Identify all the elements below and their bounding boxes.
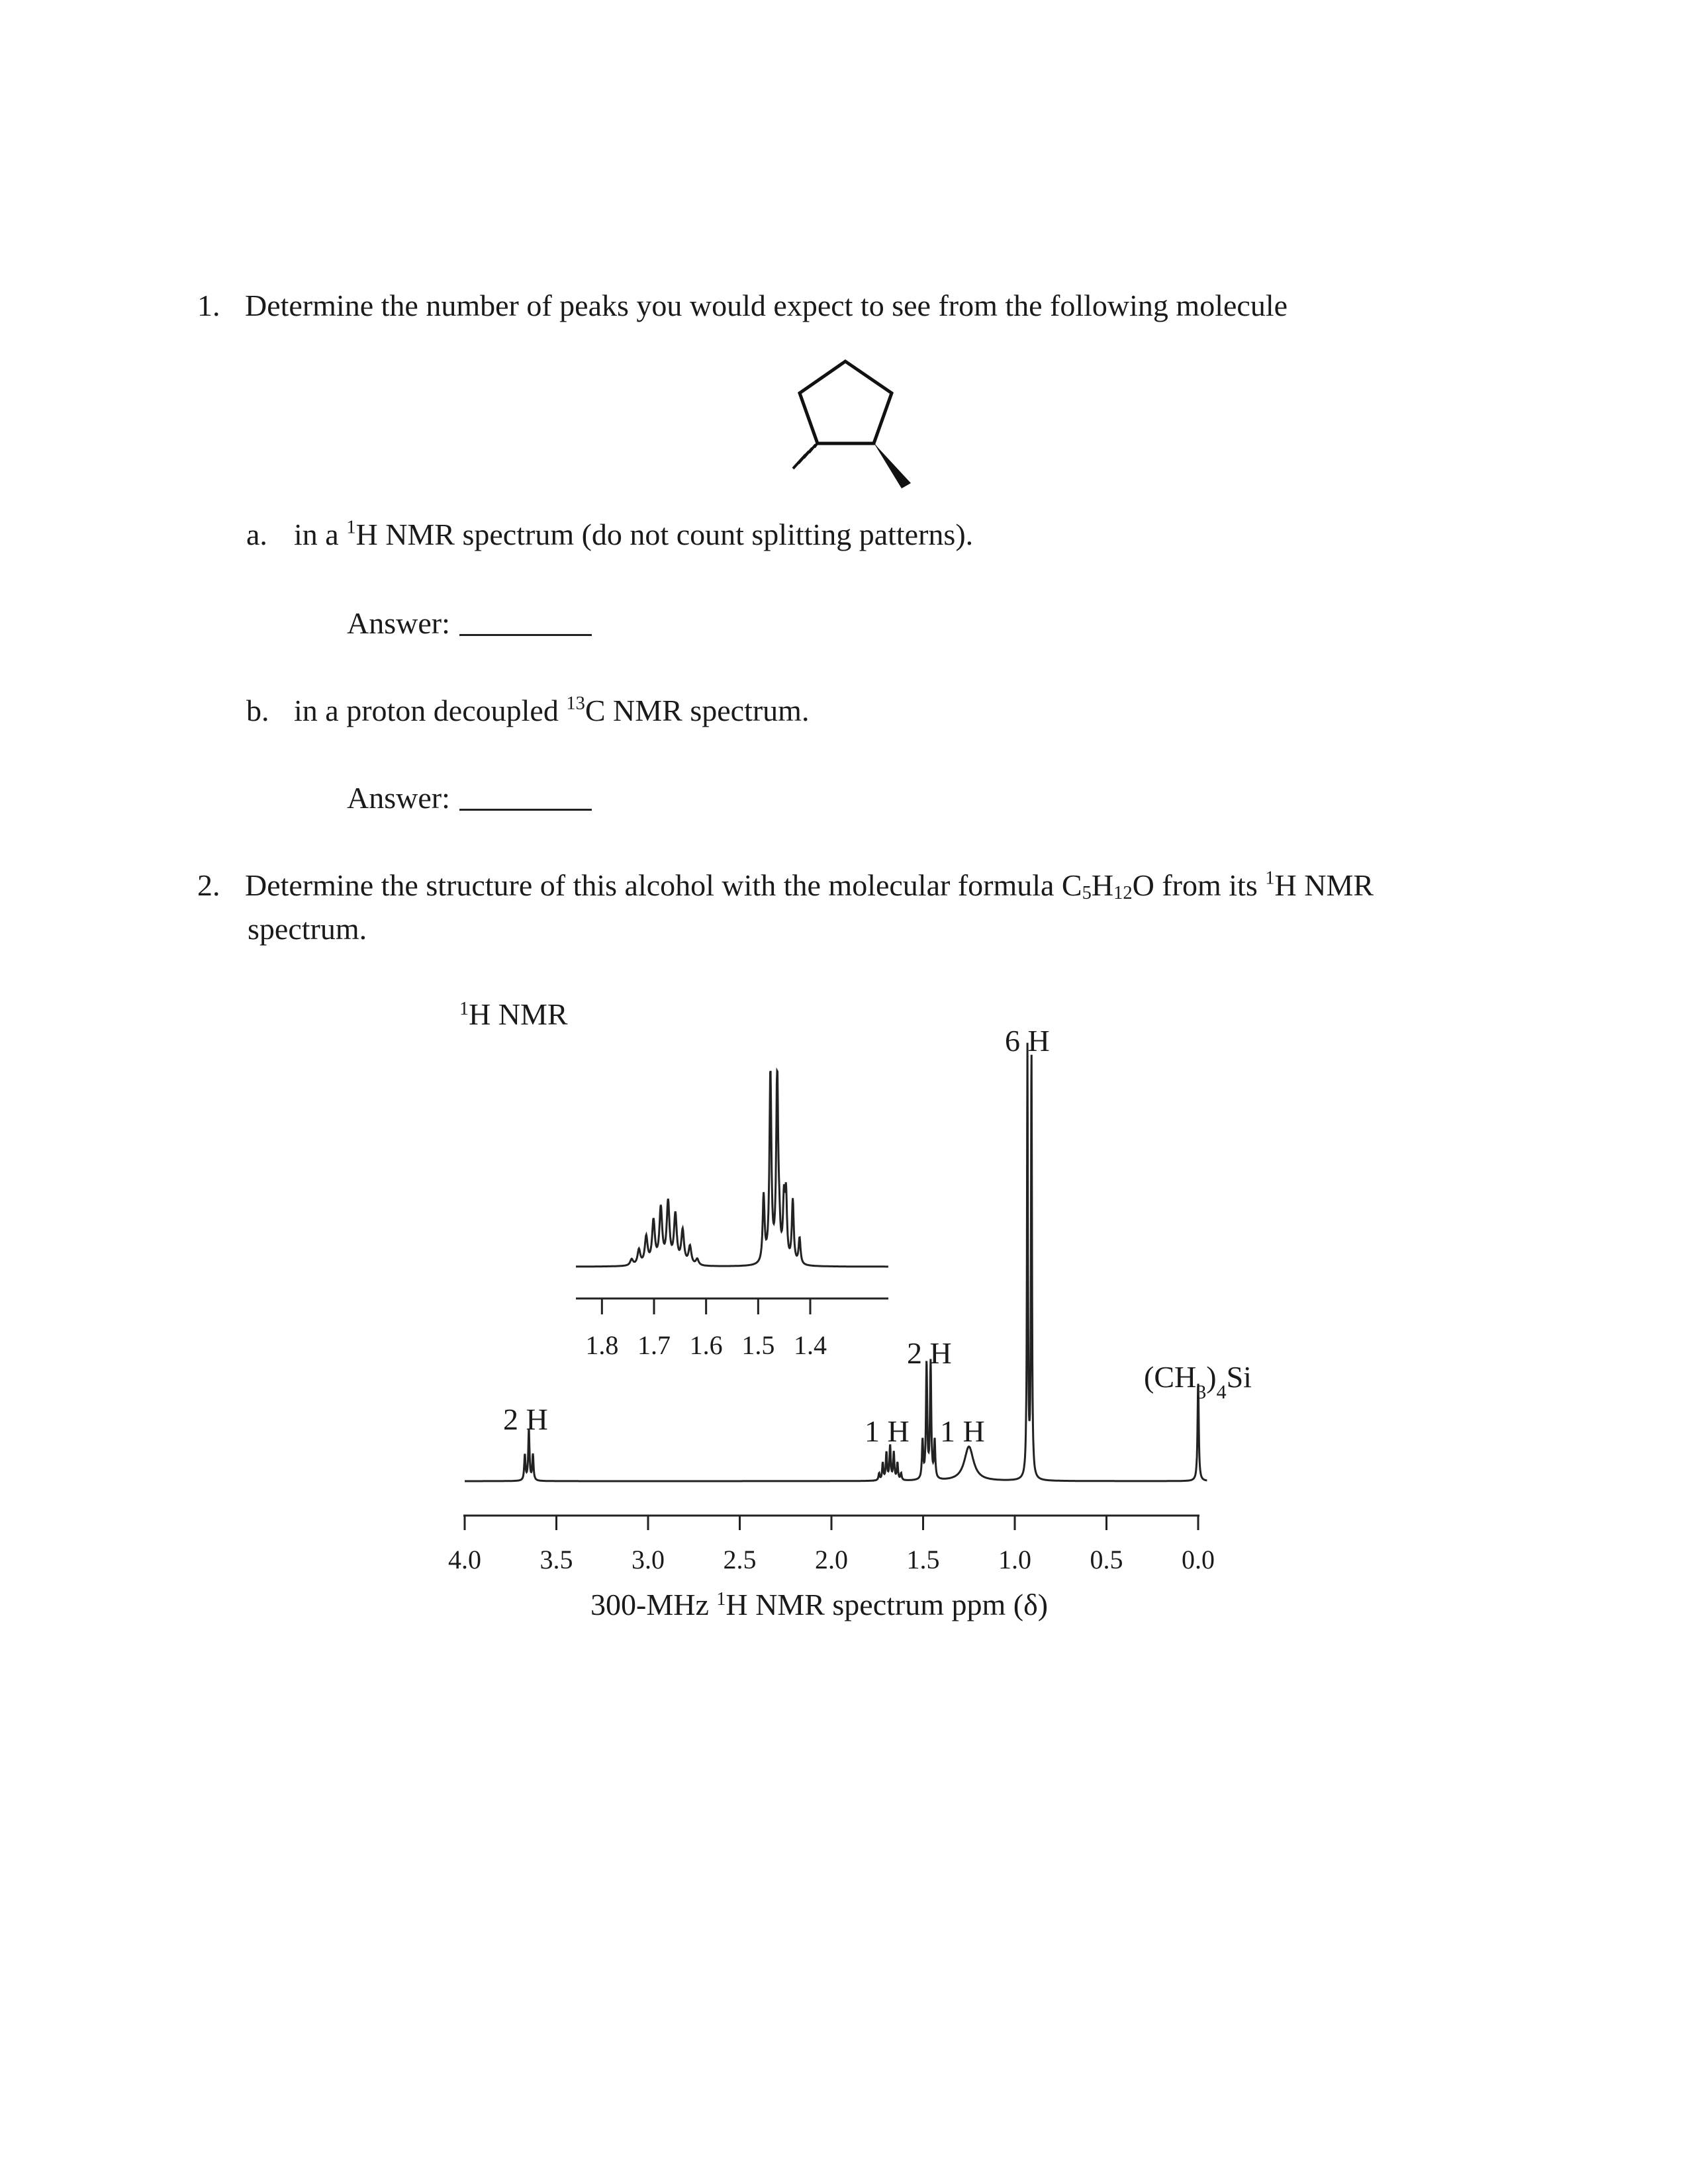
answer-label: Answer: [347,781,450,815]
question-text: Determine the number of peaks you would expect to see from the following molecule [245,289,1288,322]
question-text-post: H NMR [1274,868,1374,902]
x-tick-label: 0.5 [1090,1545,1123,1574]
superscript: 1 [1265,868,1275,889]
x-tick-label: 0.0 [1182,1545,1215,1574]
answer-label: Answer: [347,606,450,640]
x-tick-label: 3.5 [539,1545,573,1574]
integration-label-2h: 2 H [907,1336,952,1370]
question-text-pre: Determine the structure of this alcohol with the molecular formula C [245,868,1082,902]
x-tick-label: 2.0 [815,1545,848,1574]
part-letter: a. [246,518,267,551]
reference-label: $(CH_3)_4Si$ [1144,1360,1252,1403]
part-text-post: H NMR spectrum (do not count splitting patterns). [355,518,974,551]
subscript: 12 [1113,883,1133,904]
question-2-line2: spectrum. [248,912,367,946]
question-number: 2. [197,868,220,902]
inset-x-tick-label: 1.8 [585,1330,619,1360]
question-text-mid: H [1091,868,1114,902]
part-text-pre: in a [294,518,347,551]
inset-trace [576,1071,888,1267]
subscript: 5 [1082,883,1092,904]
part-text-pre: in a proton decoupled [294,694,567,727]
part-letter: b. [246,694,269,727]
x-tick-label: 2.5 [723,1545,757,1574]
x-tick-label: 3.0 [632,1545,665,1574]
integration-label-6h: 6 H [1005,1024,1050,1058]
inset-x-tick-label: 1.6 [689,1330,723,1360]
inset-spectrum [576,1071,888,1360]
x-tick-label: 1.5 [906,1545,940,1574]
inset-x-tick-label: 1.7 [637,1330,671,1360]
chart-title: $^1$H NMR [459,997,568,1031]
superscript: 13 [566,693,585,714]
integration-label-1h: 1 H [865,1414,910,1448]
question-text-mid: O from its [1132,868,1266,902]
x-tick-label: 4.0 [448,1545,481,1574]
integration-label-2h-oh-ch2: 2 H [503,1402,548,1436]
integration-label-1h-oh: 1 H [940,1414,985,1448]
question-number: 1. [197,289,220,322]
x-axis-label: 300-MHz $^1$H NMR spectrum ppm (δ) [590,1588,1049,1621]
part-text-post: C NMR spectrum. [585,694,810,727]
inset-x-tick-label: 1.4 [794,1330,827,1360]
main-trace [465,1043,1207,1481]
superscript: 1 [346,517,356,538]
inset-x-tick-label: 1.5 [741,1330,775,1360]
x-tick-label: 1.0 [998,1545,1031,1574]
